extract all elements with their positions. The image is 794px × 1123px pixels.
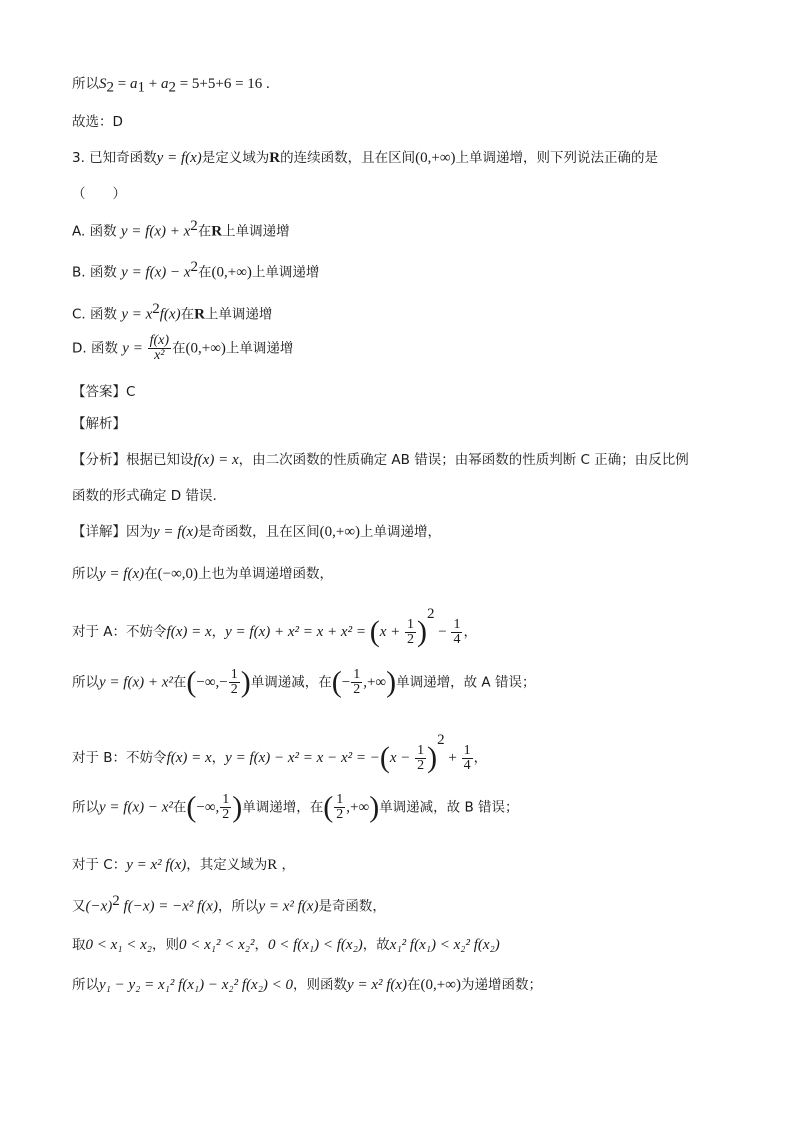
numerator: f(x): [149, 333, 169, 348]
text: 的连续函数，且在区间: [280, 150, 416, 166]
math: +: [444, 750, 461, 766]
paren-open: (: [369, 615, 380, 648]
text: 对于 A：不妨令: [72, 624, 167, 640]
text: 在: [180, 306, 195, 323]
text: 【详解】因为: [72, 524, 153, 540]
math: R: [267, 857, 278, 873]
text: D. 函数: [72, 340, 118, 357]
step-c-4: [72, 973, 542, 994]
step-1: [72, 562, 333, 583]
math: y₁ − y₂ = x₁² f(x₁) − x₂² f(x₂) < 0: [99, 977, 294, 993]
step-b-1: [72, 732, 487, 773]
math: (0,+∞): [185, 340, 226, 357]
denominator: x²: [154, 348, 165, 363]
math: y = f(x) − x² = x − x² = −: [225, 750, 380, 766]
math: −: [341, 674, 351, 691]
math: ,+∞: [346, 799, 370, 816]
text: 单调递减，在: [250, 674, 332, 691]
text: 单调递增，故 A 错误；: [396, 674, 536, 691]
numerator: 1: [336, 792, 344, 807]
text: 所以: [72, 566, 99, 582]
fraction: [462, 744, 473, 773]
text: 上单调递增: [225, 340, 294, 357]
math: 2: [426, 606, 435, 622]
text: 单调递减，故 B 错误；: [379, 799, 519, 816]
math: 2: [190, 259, 199, 275]
text: 所以: [72, 674, 99, 691]
text: ，: [211, 750, 226, 766]
paren-close: ): [386, 665, 397, 699]
step-b-2: [72, 790, 519, 824]
numerator: 1: [406, 616, 414, 632]
text: 为递增函数；: [460, 977, 542, 993]
numerator: 1: [453, 616, 461, 632]
text: ，: [473, 750, 488, 766]
text: 又: [72, 898, 86, 915]
math: 2: [106, 79, 114, 96]
math: =: [114, 76, 130, 92]
math: f(x): [159, 306, 181, 323]
paren-close: ): [369, 790, 380, 824]
math: +: [144, 76, 161, 92]
numerator: 1: [222, 792, 230, 807]
question-3-stem: [72, 146, 658, 167]
math: y = f(x) + x²: [99, 674, 173, 691]
text: ，: [463, 624, 477, 640]
text: 单调递增，在: [242, 799, 324, 816]
math: (0,+∞): [420, 977, 461, 993]
line-choose: 故选：D: [72, 114, 123, 130]
paren-open: (: [379, 741, 390, 774]
math: y = f(x) + x² = x + x² =: [225, 624, 370, 640]
fraction: [334, 793, 345, 822]
text: 在: [407, 977, 421, 993]
fraction: [220, 793, 231, 822]
math: 2: [190, 218, 198, 234]
text: 上单调递增: [204, 306, 273, 323]
math: y = f(x) − x: [121, 264, 191, 281]
paren-open: (: [186, 665, 197, 699]
text: 所以: [72, 76, 99, 92]
text: ，所以: [217, 898, 259, 915]
text: 是奇函数，: [318, 898, 386, 915]
denominator: 2: [230, 682, 238, 697]
math: R: [269, 150, 281, 166]
text: 上单调递增: [251, 264, 320, 281]
text: 【分析】根据已知设: [72, 452, 194, 468]
numerator: 1: [417, 742, 425, 758]
text: 在: [198, 264, 212, 281]
paren-close: ): [240, 665, 251, 699]
text: 在: [172, 799, 187, 816]
math: y = x² f(x): [126, 857, 187, 873]
text: B. 函数: [72, 264, 117, 281]
analysis-label: 【解析】: [72, 416, 126, 432]
text: 上单调递增，: [360, 524, 442, 540]
math: y = f(x): [156, 150, 202, 166]
text: ，则函数: [293, 977, 348, 993]
math: y = f(x) − x²: [99, 799, 173, 816]
text: 3. 已知奇函数: [72, 150, 157, 166]
math: (0,+∞): [211, 264, 252, 281]
math: (−x): [85, 898, 113, 915]
math: R: [194, 306, 205, 323]
fraction: [148, 334, 171, 363]
text: C. 函数: [72, 306, 118, 323]
text: ，其定义域为: [186, 857, 268, 873]
math: (0,+∞): [319, 524, 361, 540]
text: ，: [277, 857, 296, 873]
denominator: 2: [353, 682, 361, 697]
math: −∞,−: [196, 674, 228, 691]
answer-paren: （ ）: [72, 186, 126, 202]
text: 在: [197, 223, 212, 240]
answer-label: 【答案】C: [72, 384, 136, 400]
math: ,+∞: [363, 674, 387, 691]
fenxi-line-1: [72, 448, 689, 469]
math: 0 < x₁ < x₂: [85, 937, 152, 953]
math: 2: [437, 732, 445, 748]
text: 是奇函数，且在区间: [198, 524, 320, 540]
option-d: [72, 334, 293, 363]
paren-open: (: [323, 790, 334, 824]
option-c: [72, 301, 272, 324]
math: −: [434, 624, 451, 640]
math: f(x) = x: [166, 624, 212, 640]
denominator: 4: [453, 631, 461, 647]
math: y = x: [121, 306, 153, 323]
math: 0 < f(x₁) < f(x₂): [267, 937, 363, 953]
text: ，: [211, 624, 226, 640]
fraction: [405, 618, 416, 647]
math: f(x) = x: [166, 750, 212, 766]
text: ，则: [152, 937, 179, 953]
denominator: 4: [463, 757, 471, 773]
math: (−∞,0): [157, 566, 199, 582]
step-c-2: [72, 893, 386, 916]
text: 对于 B：不妨令: [72, 750, 167, 766]
paren-close: ): [232, 790, 243, 824]
text: ，: [254, 937, 268, 953]
math: 1: [137, 79, 145, 96]
fraction: [229, 668, 240, 697]
step-c-3: [72, 933, 500, 954]
paren-close: ): [416, 615, 427, 648]
math: a: [160, 76, 169, 92]
text: 所以: [72, 799, 99, 816]
text: ，故: [362, 937, 390, 953]
math: x₁² f(x₁) < x₂² f(x₂): [389, 937, 500, 953]
text: 上也为单调递增函数，: [198, 566, 334, 582]
numerator: 1: [230, 667, 238, 682]
denominator: 2: [406, 631, 414, 647]
math: y = x² f(x): [258, 898, 319, 915]
math: 0 < x₁² < x₂²: [179, 937, 255, 953]
math: (0,+∞): [415, 150, 456, 166]
line-s2-sum: [72, 72, 270, 97]
option-b: [72, 259, 319, 282]
text: 取: [72, 937, 86, 953]
paren-open: (: [331, 665, 342, 699]
math: R: [211, 223, 223, 240]
math: = 5+5+6 = 16 .: [175, 76, 270, 92]
denominator: 2: [222, 807, 230, 822]
text: 对于 C：: [72, 857, 127, 873]
fraction: [351, 668, 362, 697]
math: f(x) = x: [193, 452, 239, 468]
text: ，由二次函数的性质确定 AB 错误；由幂函数的性质判断 C 正确；由反比例: [238, 452, 689, 468]
xiangjie-line: [72, 520, 441, 541]
denominator: 2: [336, 807, 344, 822]
math: f(−x) = −x² f(x): [119, 898, 218, 915]
math: S: [99, 76, 107, 92]
text: 在: [144, 566, 158, 582]
fraction: [451, 618, 462, 647]
text: 上单调递增，则下列说法正确的是: [455, 150, 659, 166]
numerator: 1: [463, 742, 471, 758]
step-a-1: [72, 606, 477, 647]
math: −∞,: [196, 799, 220, 816]
text: 上单调递增: [222, 223, 290, 240]
step-c-1: [72, 853, 295, 874]
step-a-2: [72, 665, 536, 699]
math: y =: [122, 340, 147, 357]
paren-open: (: [186, 790, 197, 824]
text: 所以: [72, 977, 99, 993]
math: y = x² f(x): [347, 977, 408, 993]
text: 是定义域为: [201, 150, 270, 166]
numerator: 1: [353, 667, 361, 682]
fenxi-line-2: 函数的形式确定 D 错误.: [72, 488, 217, 504]
math: 2: [112, 893, 120, 909]
math: x +: [379, 624, 404, 640]
math: x −: [389, 750, 415, 766]
option-a: [72, 218, 290, 241]
text: 在: [172, 340, 186, 357]
math: 2: [168, 79, 176, 96]
math: y = f(x): [99, 566, 145, 582]
text: 在: [172, 674, 187, 691]
math: 2: [152, 301, 160, 317]
fraction: [415, 744, 426, 773]
denominator: 2: [417, 757, 425, 773]
text: A. 函数: [72, 223, 117, 240]
paren-close: ): [427, 741, 438, 774]
math: a: [129, 76, 138, 92]
math: y = f(x) + x: [120, 223, 191, 240]
math: y = f(x): [153, 524, 199, 540]
